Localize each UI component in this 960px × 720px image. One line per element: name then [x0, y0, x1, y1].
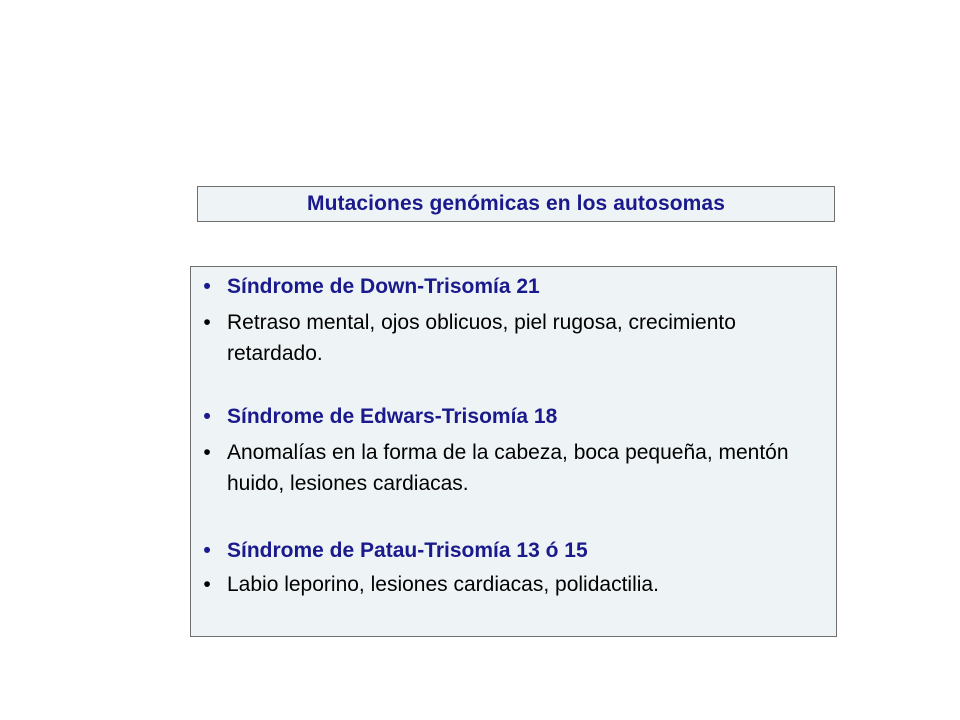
title-box [197, 186, 835, 222]
syndrome-title: Síndrome de Edwars-Trisomía 18 [227, 405, 558, 428]
content-box [190, 266, 837, 637]
bullet-icon: • [203, 405, 211, 428]
syndrome-description: Labio leporino, lesiones cardiacas, polidactilia. [227, 573, 659, 596]
syndrome-description: Retraso mental, ojos oblicuos, piel rugosa, crecimiento retardado. [227, 311, 736, 365]
syndrome-title: Síndrome de Down-Trisomía 21 [227, 275, 540, 298]
slide-title: Mutaciones genómicas en los autosomas [307, 192, 725, 215]
bullet-icon: • [203, 573, 211, 596]
bullet-icon: • [203, 441, 211, 464]
syndrome-title: Síndrome de Patau-Trisomía 13 ó 15 [227, 539, 588, 562]
syndrome-description: Anomalías en la forma de la cabeza, boca pequeña, mentón huido, lesiones cardiacas. [227, 441, 789, 495]
bullet-icon: • [203, 275, 211, 298]
bullet-icon: • [203, 539, 211, 562]
bullet-icon: • [203, 311, 211, 334]
